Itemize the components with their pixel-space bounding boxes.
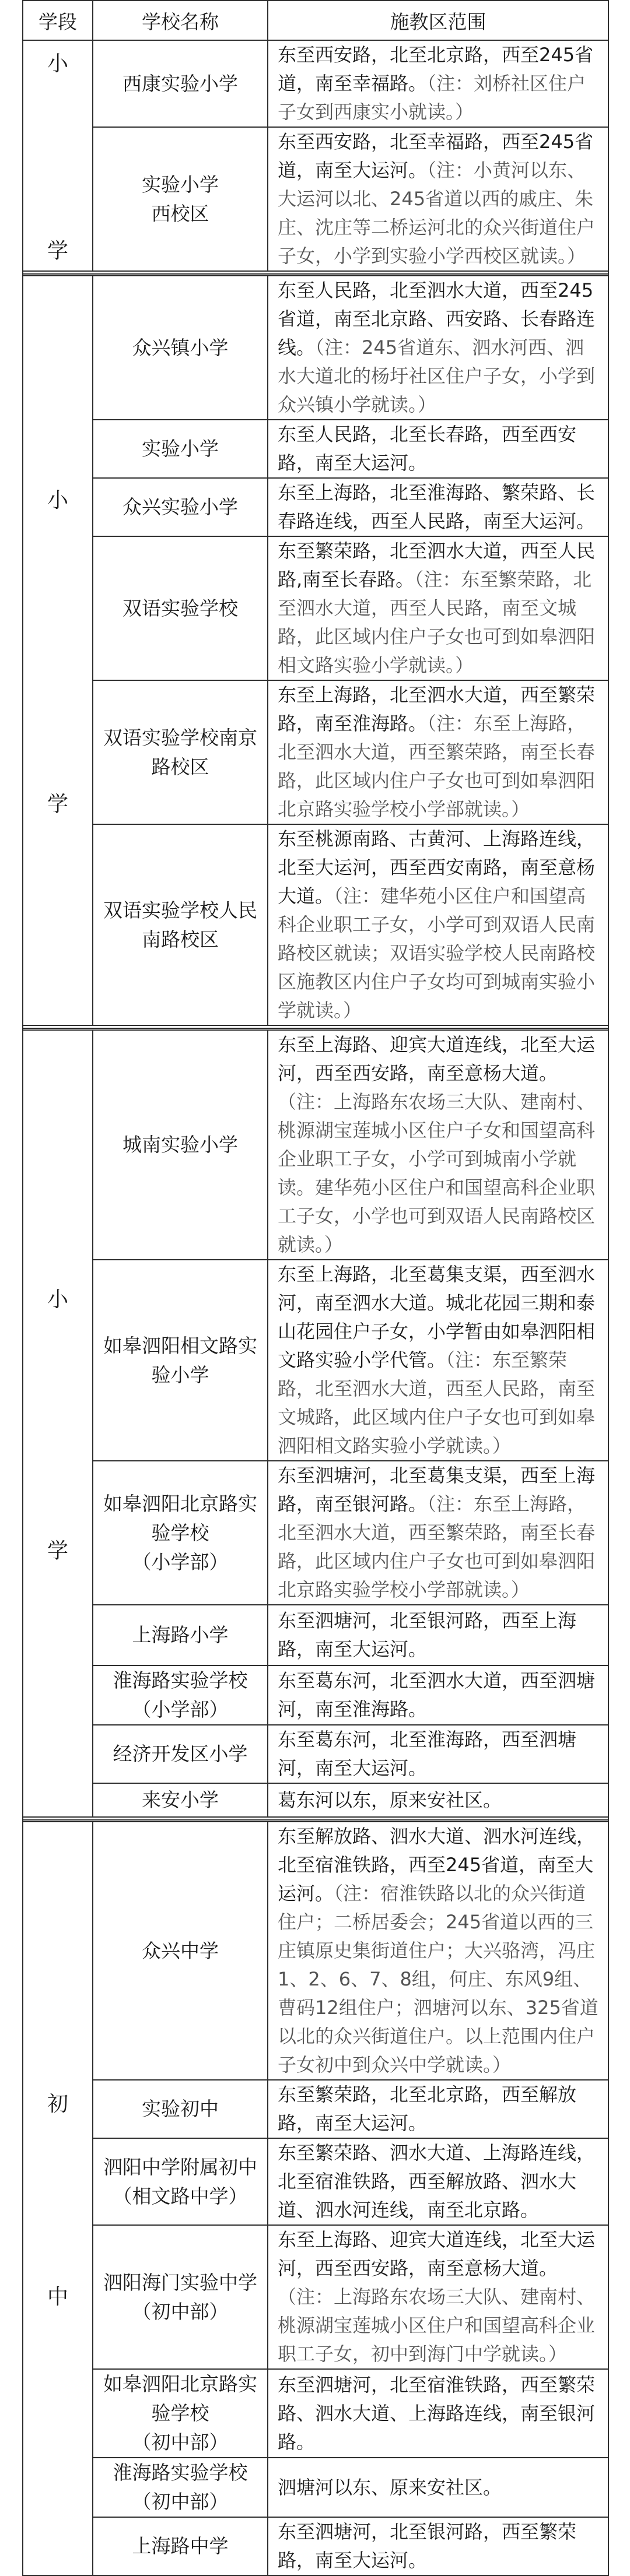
enrollment-area-cell <box>268 478 608 536</box>
school-name-line: 实验小学 <box>142 173 219 196</box>
school-name-line: （初中部） <box>132 2431 229 2454</box>
school-name-cell <box>93 127 268 271</box>
school-name-line: 泗阳中学附属初中 <box>103 2155 257 2178</box>
stage-label: 小 <box>47 1288 68 1312</box>
area-text: 东至上海路、迎宾大道连线，北至大运河，西至西安路，南至意杨大道。 <box>278 2229 596 2279</box>
table-row <box>23 1605 608 1665</box>
school-name-cell <box>93 2458 268 2517</box>
area-text: 东至上海路，北至葛集支渠，西至泗水河，南至泗水大道。城北花园三期和泰山花园住户子女，小学暂由如皋泗阳相文路实验小学代管。 <box>278 1263 596 1371</box>
area-text: 东至桃源南路、古黄河、上海路连线，北至大运河，西至西安南路，南至意杨大道。 <box>278 828 596 907</box>
table-row <box>23 2225 608 2369</box>
stage-cell <box>23 276 93 1025</box>
stage-spacer <box>24 1313 92 1534</box>
table-row <box>23 127 608 271</box>
area-text: 东至西安路，北至北京路，西至245省道，南至幸福路。 <box>278 44 594 94</box>
stage-cell <box>23 1822 93 2575</box>
area-text: 东至泗塘河，北至葛集支渠，西至上海路，南至银河路。 <box>278 1464 596 1515</box>
section-divider-cell <box>23 271 608 276</box>
school-name-line: （小学部） <box>132 1698 229 1721</box>
table-row <box>23 1260 608 1461</box>
school-name-cell <box>93 478 268 536</box>
area-text: 葛东河以东，原来安社区。 <box>278 1788 502 1811</box>
school-name-line: 双语实验学校人民 <box>103 898 257 922</box>
school-name-cell <box>93 1461 268 1605</box>
school-name-line: 众兴中学 <box>142 1939 219 1962</box>
stage-label: 小 <box>47 489 68 512</box>
school-name-line: 实验小学 <box>142 437 219 460</box>
school-name-cell <box>93 536 268 680</box>
school-name-line: 淮海路实验学校 <box>113 1669 248 1692</box>
area-text: 东至繁荣路，北至北京路，西至解放路，南至大运河。 <box>278 2083 577 2134</box>
stage-label: 学 <box>47 1539 68 1563</box>
table-row <box>23 2369 608 2458</box>
area-note: （注：东至上海路，北至泗水大道，西至繁荣路，南至长春路，此区域内住户子女也可到如皋泗阳北京路实验学校小学部就读。） <box>278 1493 596 1601</box>
section-divider <box>23 1817 608 1822</box>
table-row <box>23 1822 608 2080</box>
enrollment-area-cell <box>268 1461 608 1605</box>
section-divider-cell <box>23 1817 608 1822</box>
enrollment-area-cell <box>268 1030 608 1260</box>
header-enrollment-area: 施教区范围 <box>268 1 608 40</box>
area-text: 东至泗塘河，北至宿淮铁路，西至繁荣路、泗水大道、上海路连线，南至银河路。 <box>278 2373 596 2453</box>
divider-line <box>23 273 608 275</box>
area-note: （注：东至上海路，北至泗水大道，西至繁荣路，南至长春路，此区域内住户子女也可到如皋泗阳北京路实验学校小学部就读。） <box>278 712 596 820</box>
section-divider-cell <box>23 1025 608 1030</box>
enrollment-area-cell <box>268 2080 608 2138</box>
stage-cell <box>23 40 93 271</box>
area-text: 东至西安路，北至幸福路，西至245省道，南至大运河。 <box>278 131 594 181</box>
area-note: （注：上海路东农场三大队、建南村、桃源湖宝莲城小区住户子女和国望高科企业职工子女，小学可到城南小学就读。建华苑小区住户和国望高科企业职工子女，小学也可到双语人民南路校区就读。） <box>278 1091 596 1256</box>
school-name-cell <box>93 1725 268 1783</box>
header-school-name: 学校名称 <box>93 1 268 40</box>
enrollment-area-cell <box>268 1822 608 2080</box>
enrollment-area-cell <box>268 2458 608 2517</box>
area-note: （注：刘桥社区住户子女到西康实小就读。） <box>278 72 586 123</box>
school-name-line: 众兴实验小学 <box>123 495 238 518</box>
area-note: （注：东至繁荣路，北至泗水大道，西至人民路，南至文城路，此区域内住户子女也可到如皋泗阳相文路实验小学就读。） <box>278 568 596 676</box>
area-note: （注：宿淮铁路以北的众兴街道住户；二桥居委会；245省道以西的三庄镇原史集街道住户；大兴骆湾，冯庄1、2、6、7、8组，何庄、东风9组、曹码12组住户；泗塘河以东、325省道以北的众兴街道住户。以上范围内住户子女初中到众兴中学就读。） <box>278 1882 598 2076</box>
area-text: 东至上海路，北至泗水大道，西至繁荣路，南至淮海路。 <box>278 684 596 735</box>
school-name-line: （初中部） <box>132 2490 229 2513</box>
enrollment-area-cell <box>268 420 608 478</box>
school-name-cell <box>93 1783 268 1817</box>
school-name-line: 验学校 <box>151 1521 209 1544</box>
table-row <box>23 1783 608 1817</box>
stage-label: 初 <box>47 2092 68 2116</box>
school-name-line: 上海路中学 <box>132 2535 229 2557</box>
stage-label: 中 <box>47 2285 68 2309</box>
school-name-line: 西校区 <box>151 202 209 225</box>
enrollment-area-cell <box>268 276 608 420</box>
stage-cell <box>23 1030 93 1817</box>
table-header-row <box>23 1 608 40</box>
school-name-cell <box>93 2138 268 2225</box>
table-row <box>23 2080 608 2138</box>
table-row <box>23 1725 608 1783</box>
area-note: （注：上海路东农场三大队、建南村、桃源湖宝莲城小区住户和国望高科企业职工子女，初中到海门中学就读。） <box>278 2286 596 2365</box>
school-name-cell <box>93 824 268 1025</box>
area-text: 东至葛东河，北至淮海路，西至泗塘河，南至大运河。 <box>278 1728 577 1779</box>
school-name-line: 淮海路实验学校 <box>113 2461 248 2484</box>
school-name-cell <box>93 1822 268 2080</box>
school-name-cell <box>93 1030 268 1260</box>
school-name-line: （相文路中学） <box>113 2184 248 2208</box>
table-row <box>23 276 608 420</box>
area-text: 东至解放路、泗水大道、泗水河连线，北至宿淮铁路，西至245省道，南至大运河。 <box>278 1825 596 1904</box>
enrollment-area-cell <box>268 40 608 127</box>
school-name-cell <box>93 40 268 127</box>
area-note: （注：小黄河以东、大运河以北、245省道以西的戚庄、朱庄、沈庄等二桥运河北的众兴街道住户子女，小学到实验小学西校区就读。） <box>278 159 596 267</box>
divider-line <box>23 1028 608 1029</box>
enrollment-area-cell <box>268 127 608 271</box>
school-name-line: 双语实验学校 <box>123 596 238 620</box>
school-name-line: 实验初中 <box>142 2097 219 2120</box>
school-name-cell <box>93 2517 268 2575</box>
table-row <box>23 40 608 127</box>
school-name-cell <box>93 2225 268 2369</box>
area-note: （注：245省道东、泗水河西、泗水大道北的杨圩社区住户子女，小学到众兴镇小学就读。） <box>278 336 596 416</box>
enrollment-area-cell <box>268 680 608 824</box>
stage-spacer <box>24 2117 92 2280</box>
school-name-cell <box>93 1605 268 1665</box>
table-row <box>23 478 608 536</box>
area-text: 东至人民路，北至长春路，西至西安路，南至大运河。 <box>278 423 577 474</box>
school-name-line: 来安小学 <box>142 1788 219 1811</box>
enrollment-area-cell <box>268 1605 608 1665</box>
enrollment-zone-table <box>22 0 609 2576</box>
stage-label: 学 <box>47 792 68 816</box>
enrollment-area-cell <box>268 824 608 1025</box>
enrollment-area-cell <box>268 2369 608 2458</box>
school-name-line: 众兴镇小学 <box>132 336 229 359</box>
stage-spacer <box>24 514 92 788</box>
enrollment-area-cell <box>268 1725 608 1783</box>
table-row <box>23 2517 608 2575</box>
enrollment-area-cell <box>268 2225 608 2369</box>
area-text: 东至人民路，北至泗水大道，西至245省道，南至北京路、西安路、长春路连线。 <box>278 279 596 359</box>
table-row <box>23 1030 608 1260</box>
school-name-line: 如皋泗阳相文路实 <box>103 1334 257 1357</box>
area-text: 东至泗塘河，北至银河路，西至繁荣路，南至大运河。 <box>278 2521 577 2571</box>
area-text: 东至上海路、迎宾大道连线，北至大运河，西至西安路，南至意杨大道。 <box>278 1034 596 1084</box>
stage-label: 学 <box>47 239 68 263</box>
enrollment-area-cell <box>268 2517 608 2575</box>
area-text: 泗塘河以东、原来安社区。 <box>278 2476 502 2498</box>
school-name-cell <box>93 2369 268 2458</box>
area-text: 东至繁荣路，北至泗水大道，西至人民路,南至长春路。 <box>278 540 596 591</box>
enrollment-area-cell <box>268 536 608 680</box>
school-name-cell <box>93 1260 268 1461</box>
divider-line <box>23 1819 608 1821</box>
table-row <box>23 1665 608 1725</box>
table-row <box>23 2138 608 2225</box>
enrollment-area-cell <box>268 1783 608 1817</box>
school-name-line: 上海路小学 <box>132 1623 229 1646</box>
table-row <box>23 680 608 824</box>
enrollment-area-cell <box>268 1665 608 1725</box>
enrollment-area-cell <box>268 1260 608 1461</box>
school-name-line: 验学校 <box>151 2402 209 2424</box>
table-row <box>23 420 608 478</box>
school-name-line: （初中部） <box>132 2300 229 2323</box>
school-name-line: 经济开发区小学 <box>113 1742 248 1765</box>
area-note: （注：建华苑小区住户和国望高科企业职工子女，小学可到双语人民南路校区就读；双语实验学校人民南路校区施教区内住户子女均可到城南实验小学就读。） <box>278 885 596 1021</box>
school-name-line: 泗阳海门实验中学 <box>103 2271 257 2294</box>
school-name-line: 城南实验小学 <box>123 1133 238 1156</box>
school-name-line: 路校区 <box>151 755 209 778</box>
area-text: 东至泗塘河，北至银河路，西至上海路，南至大运河。 <box>278 1609 577 1660</box>
school-name-line: 西康实验小学 <box>123 72 238 95</box>
area-text: 东至葛东河，北至泗水大道，西至泗塘河，南至淮海路。 <box>278 1670 596 1720</box>
school-name-cell <box>93 420 268 478</box>
school-name-line: 如皋泗阳北京路实 <box>103 2373 257 2395</box>
school-name-line: 如皋泗阳北京路实 <box>103 1492 257 1515</box>
enrollment-area-cell <box>268 2138 608 2225</box>
school-name-line: 验小学 <box>151 1363 209 1386</box>
area-note: （注：东至繁荣路，北至泗水大道，西至人民路，南至文城路，此区域内住户子女也可到如皋泗阳相文路实验小学就读。） <box>278 1349 596 1457</box>
stage-label: 小 <box>47 52 68 76</box>
table-row <box>23 824 608 1025</box>
table-row <box>23 2458 608 2517</box>
school-name-cell <box>93 680 268 824</box>
section-divider <box>23 271 608 276</box>
table-row <box>23 1461 608 1605</box>
school-name-line: 双语实验学校南京 <box>103 726 257 749</box>
table-row <box>23 536 608 680</box>
table-body <box>23 40 608 2575</box>
header-stage: 学段 <box>23 1 93 40</box>
school-name-line: 南路校区 <box>142 927 219 951</box>
section-divider <box>23 1025 608 1030</box>
school-name-cell <box>93 2080 268 2138</box>
school-name-cell <box>93 276 268 420</box>
school-name-cell <box>93 1665 268 1725</box>
area-text: 东至上海路，北至淮海路、繁荣路、长春路连线，西至人民路，南至大运河。 <box>278 482 596 532</box>
area-text: 东至繁荣路、泗水大道、上海路连线，北至宿淮铁路，西至解放路、泗水大道、泗水河连线，南至北京路。 <box>278 2142 596 2221</box>
school-name-line: （小学部） <box>132 1550 229 1573</box>
stage-spacer <box>24 77 92 234</box>
